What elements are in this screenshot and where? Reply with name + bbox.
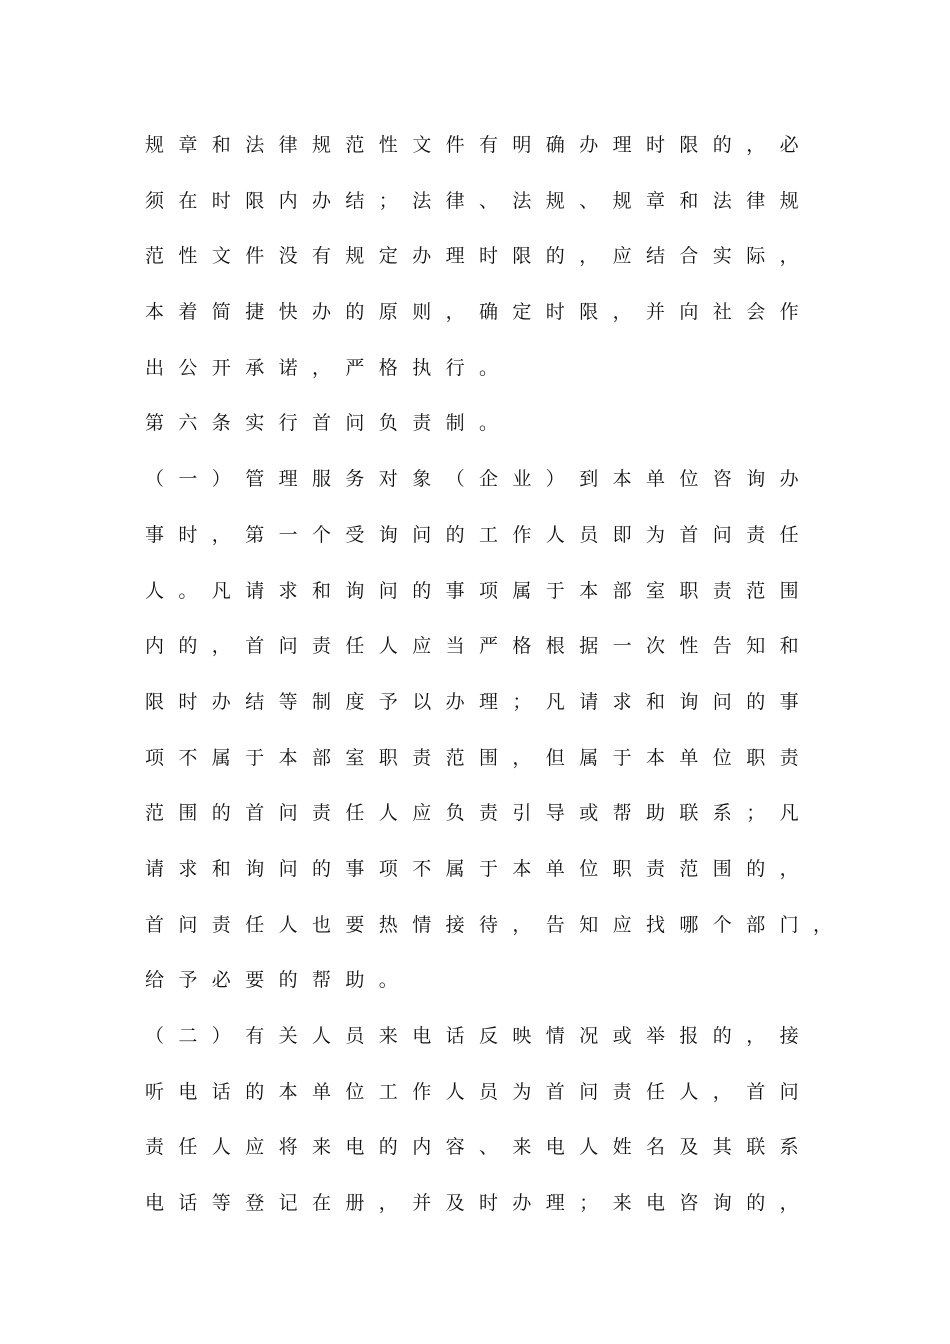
text-line: 人。凡请求和询问的事项属于本部室职责范围 [145, 579, 814, 602]
text-line: 须在时限内办结；法律、法规、规章和法律规 [145, 189, 814, 212]
text-line: 责任人应将来电的内容、来电人姓名及其联系 [145, 1136, 814, 1159]
text-line: 第六条实行首问负责制。 [145, 412, 513, 435]
text-line: 限时办结等制度予以办理；凡请求和询问的事 [145, 690, 814, 713]
text-line: 范围的首问责任人应负责引导或帮助联系；凡 [145, 802, 814, 825]
text-line: （一）管理服务对象（企业）到本单位咨询办 [145, 468, 814, 491]
text-line: 项不属于本部室职责范围，但属于本单位职责 [145, 746, 814, 769]
text-line: 范性文件没有规定办理时限的，应结合实际， [145, 245, 814, 268]
text-line: 电话等登记在册，并及时办理；来电咨询的， [145, 1192, 814, 1215]
text-line: 出公开承诺，严格执行。 [145, 356, 513, 379]
text-line: 听电话的本单位工作人员为首问责任人，首问 [145, 1080, 814, 1103]
text-line: 首问责任人也要热情接待，告知应找哪个部门， [145, 913, 847, 936]
text-line: （二）有关人员来电话反映情况或举报的，接 [145, 1025, 814, 1047]
text-line: 请求和询问的事项不属于本单位职责范围的， [145, 857, 814, 880]
text-line: 本着简捷快办的原则，确定时限，并向社会作 [145, 301, 814, 324]
text-line: 规章和法律规范性文件有明确办理时限的，必 [145, 134, 814, 156]
text-line: 给予必要的帮助。 [145, 969, 413, 992]
text-line: 内的，首问责任人应当严格根据一次性告知和 [145, 635, 814, 658]
document-body [145, 128, 865, 1242]
text-line: 事时，第一个受询问的工作人员即为首问责任 [145, 523, 814, 546]
